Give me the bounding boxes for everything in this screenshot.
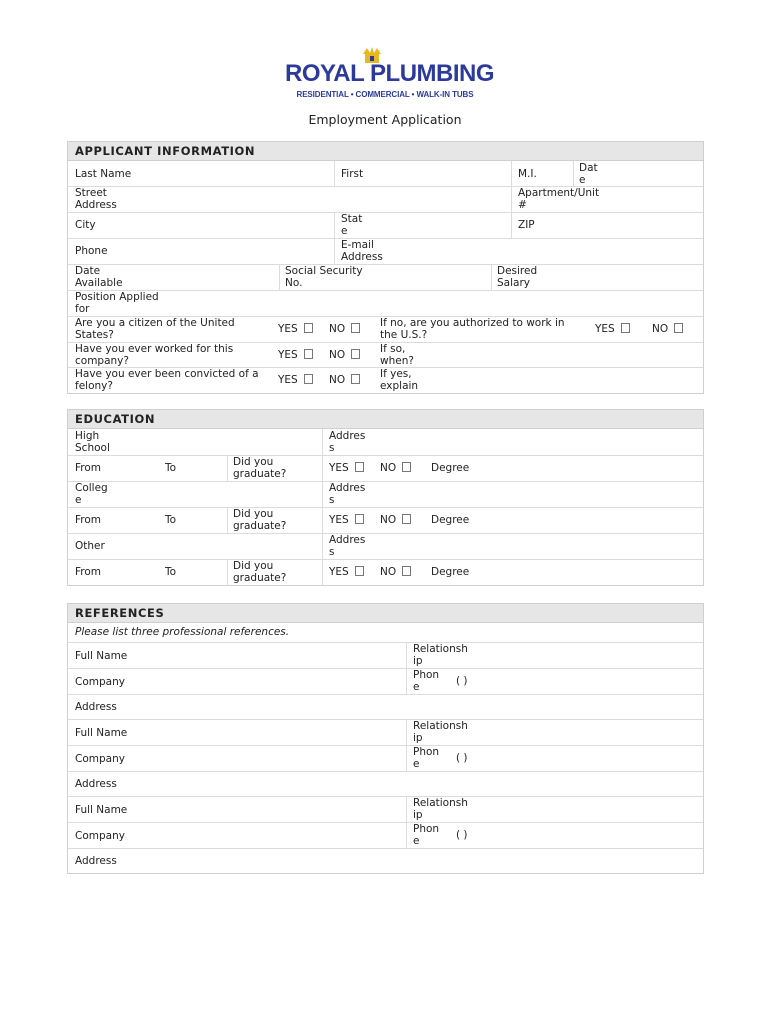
education-heading: EDUCATION: [68, 410, 703, 429]
checkbox-icon[interactable]: [402, 462, 411, 472]
zip-label: ZIP: [518, 219, 535, 231]
position-label: Position Applied for: [75, 291, 159, 315]
ref1-name-row: [68, 642, 703, 669]
authorized-no[interactable]: NO: [652, 323, 683, 335]
education-section: [67, 409, 704, 586]
high-school-degree: Degree: [431, 462, 470, 474]
high-school-yes[interactable]: YES: [329, 462, 364, 474]
checkbox-icon[interactable]: [304, 374, 313, 384]
ref1-full-name: Full Name: [75, 650, 128, 662]
checkbox-icon[interactable]: [621, 323, 630, 333]
convicted-row: [68, 367, 703, 393]
other-no[interactable]: NO: [380, 566, 411, 578]
page-title: Employment Application: [308, 112, 462, 127]
citizen-no[interactable]: NO: [329, 323, 360, 335]
apartment-label: Apartment/Unit #: [518, 187, 600, 211]
convicted-explain-label: If yes, explain: [380, 368, 419, 392]
college-no[interactable]: NO: [380, 514, 411, 526]
checkbox-icon[interactable]: [355, 462, 364, 472]
ref3-phone: Phon e: [413, 823, 440, 847]
company-logo: [285, 46, 495, 102]
high-school-dates-row: [68, 455, 703, 482]
ref1-phone: Phon e: [413, 669, 440, 693]
email-label: E-mail Address: [341, 239, 383, 263]
checkbox-icon[interactable]: [351, 349, 360, 359]
ref2-phone: Phon e: [413, 746, 440, 770]
ref3-phone-parens: ( ): [456, 829, 468, 841]
college-graduate: Did you graduate?: [233, 508, 287, 532]
checkbox-icon[interactable]: [351, 323, 360, 333]
checkbox-icon[interactable]: [355, 566, 364, 576]
college-to: To: [165, 514, 177, 526]
college-address-label: Addres s: [329, 482, 366, 506]
references-instruction-row: [68, 623, 703, 643]
high-school-no[interactable]: NO: [380, 462, 411, 474]
checkbox-icon[interactable]: [674, 323, 683, 333]
high-school-row: [68, 429, 703, 456]
ref1-company-row: [68, 668, 703, 695]
ref1-address-row: [68, 694, 703, 720]
worked-question: Have you ever worked for this company?: [75, 343, 234, 367]
other-row: [68, 533, 703, 560]
college-label: Colleg e: [75, 482, 108, 506]
last-name-label: Last Name: [75, 168, 132, 180]
references-heading: REFERENCES: [68, 604, 703, 623]
checkbox-icon[interactable]: [351, 374, 360, 384]
desired-salary-label: Desired Salary: [497, 265, 538, 289]
checkbox-icon[interactable]: [355, 514, 364, 524]
high-school-to: To: [165, 462, 177, 474]
name-row: [68, 161, 703, 187]
ref2-address: Address: [75, 778, 117, 790]
date-available-label: Date Available: [75, 265, 123, 289]
convicted-yes[interactable]: YES: [278, 374, 313, 386]
first-name-label: First: [341, 168, 364, 180]
ref3-full-name: Full Name: [75, 804, 128, 816]
ref2-relationship: Relationsh ip: [413, 720, 468, 744]
high-school-address-label: Addres s: [329, 430, 366, 454]
worked-yes[interactable]: YES: [278, 349, 313, 361]
ref3-company-row: [68, 822, 703, 849]
ref3-company: Company: [75, 830, 125, 842]
high-school-graduate: Did you graduate?: [233, 456, 287, 480]
ref3-address: Address: [75, 855, 117, 867]
citizen-question: Are you a citizen of the United States?: [75, 317, 235, 341]
worked-no[interactable]: NO: [329, 349, 360, 361]
date-label: Dat e: [579, 162, 598, 186]
position-row: [68, 290, 703, 317]
convicted-no[interactable]: NO: [329, 374, 360, 386]
other-from: From: [75, 566, 102, 578]
other-degree: Degree: [431, 566, 470, 578]
high-school-label: High School: [75, 430, 110, 454]
applicant-heading: APPLICANT INFORMATION: [68, 142, 703, 161]
phone-row: [68, 238, 703, 265]
high-school-from: From: [75, 462, 102, 474]
references-instruction: Please list three professional references.: [75, 626, 290, 638]
phone-label: Phone: [75, 245, 108, 257]
worked-row: [68, 342, 703, 368]
other-yes[interactable]: YES: [329, 566, 364, 578]
ref3-relationship: Relationsh ip: [413, 797, 468, 821]
other-to: To: [165, 566, 177, 578]
citizen-row: [68, 316, 703, 343]
state-label: Stat e: [341, 213, 363, 237]
other-address-label: Addres s: [329, 534, 366, 558]
ref1-address: Address: [75, 701, 117, 713]
mi-label: M.I.: [518, 168, 537, 180]
logo-tagline: RESIDENTIAL • COMMERCIAL • WALK-IN TUBS: [296, 90, 474, 99]
other-graduate: Did you graduate?: [233, 560, 287, 584]
college-row: [68, 481, 703, 508]
worked-when-label: If so, when?: [380, 343, 414, 367]
ref3-name-row: [68, 796, 703, 823]
ref3-address-row: [68, 848, 703, 873]
references-section: [67, 603, 704, 874]
city-row: [68, 212, 703, 239]
ref1-company: Company: [75, 676, 125, 688]
ref2-address-row: [68, 771, 703, 797]
checkbox-icon[interactable]: [402, 566, 411, 576]
college-from: From: [75, 514, 102, 526]
authorized-yes[interactable]: YES: [595, 323, 630, 335]
convicted-question: Have you ever been convicted of a felony?: [75, 368, 259, 392]
other-label: Other: [75, 540, 105, 552]
ref2-company-row: [68, 745, 703, 772]
checkbox-icon[interactable]: [304, 323, 313, 333]
college-degree: Degree: [431, 514, 470, 526]
ref2-full-name: Full Name: [75, 727, 128, 739]
ref1-relationship: Relationsh ip: [413, 643, 468, 667]
ref1-phone-parens: ( ): [456, 675, 468, 687]
city-label: City: [75, 219, 96, 231]
checkbox-icon[interactable]: [402, 514, 411, 524]
checkbox-icon[interactable]: [304, 349, 313, 359]
other-dates-row: [68, 559, 703, 585]
ref2-company: Company: [75, 753, 125, 765]
ref2-name-row: [68, 719, 703, 746]
ref2-phone-parens: ( ): [456, 752, 468, 764]
college-dates-row: [68, 507, 703, 534]
street-address-label: Street Address: [75, 187, 117, 211]
availability-row: [68, 264, 703, 291]
address-row: [68, 186, 703, 213]
applicant-section: [67, 141, 704, 394]
authorized-question: If no, are you authorized to work in the U.S.?: [380, 317, 565, 341]
logo-wordmark: ROYAL PLUMBING: [285, 60, 495, 87]
ssn-label: Social Security No.: [285, 265, 363, 289]
college-yes[interactable]: YES: [329, 514, 364, 526]
citizen-yes[interactable]: YES: [278, 323, 313, 335]
